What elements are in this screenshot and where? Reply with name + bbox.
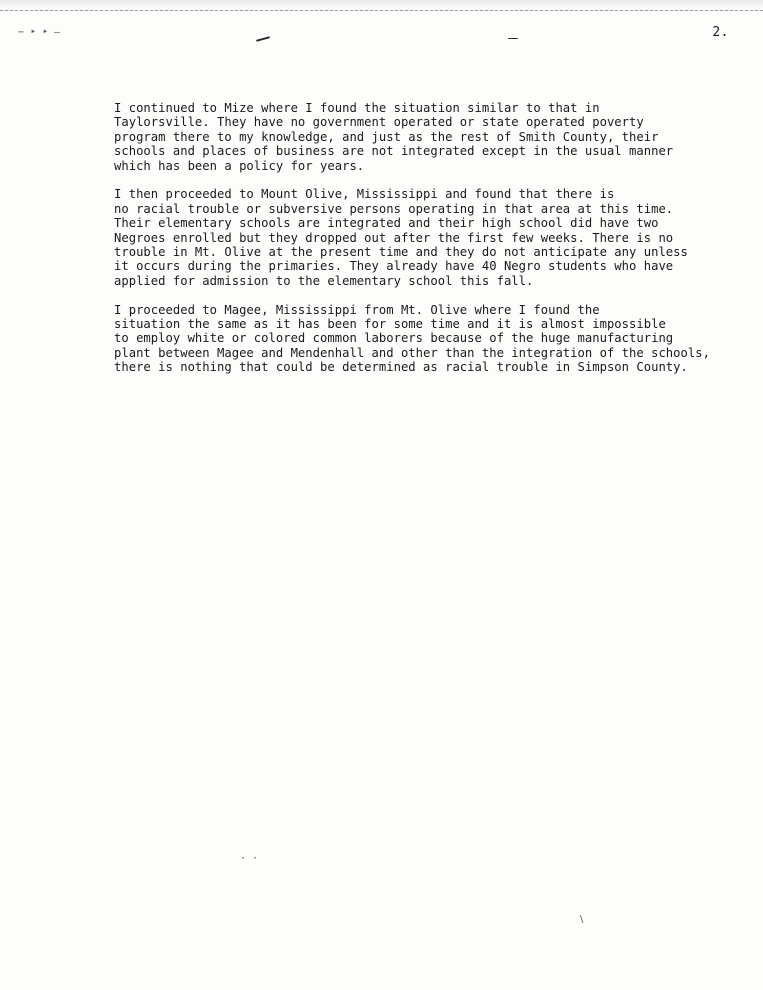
scan-mark-lower-right: ∖ [578, 915, 585, 926]
scan-mark-lower-center: · · [240, 853, 259, 864]
paragraph-mount-olive: I then proceeded to Mount Olive, Mississippi and found that there is no racial trouble or subversive persons operating in that area at this time. Their elementary schools are integrated and their high school did have two Negroes enrolled but they dropped out after the first few weeks. There is no trouble in Mt. Olive at the present time and they do not anticipate any unless it occurs during the primaries. They already have 40 Negro students who have applied for admission to the elementary school this fall. [114, 187, 688, 288]
scan-mark-top-right [508, 38, 518, 39]
scan-mark-top-left: − ‣ ‣ — [18, 27, 61, 38]
letter-body [114, 101, 714, 389]
paragraph-magee: I proceeded to Magee, Mississippi from Mt. Olive where I found the situation the same as it has been for some time and it is almost impossible to employ white or colored common laborers because of the huge manufacturing plant between Magee and Mendenhall and other than the integration of the schools, there is nothing that could be determined as racial trouble in Simpson County. [114, 302, 710, 375]
paragraph-mize: I continued to Mize where I found the situation similar to that in Taylorsville. They have no government operated or state operated poverty program there to my knowledge, and just as the rest of Smith County, their schools and places of business are not integrated except in the usual manner which has been a policy for years. [114, 101, 674, 173]
scan-mark-top-center [256, 36, 270, 42]
page-top-edge [0, 0, 763, 11]
page-number: 2. [712, 25, 729, 40]
